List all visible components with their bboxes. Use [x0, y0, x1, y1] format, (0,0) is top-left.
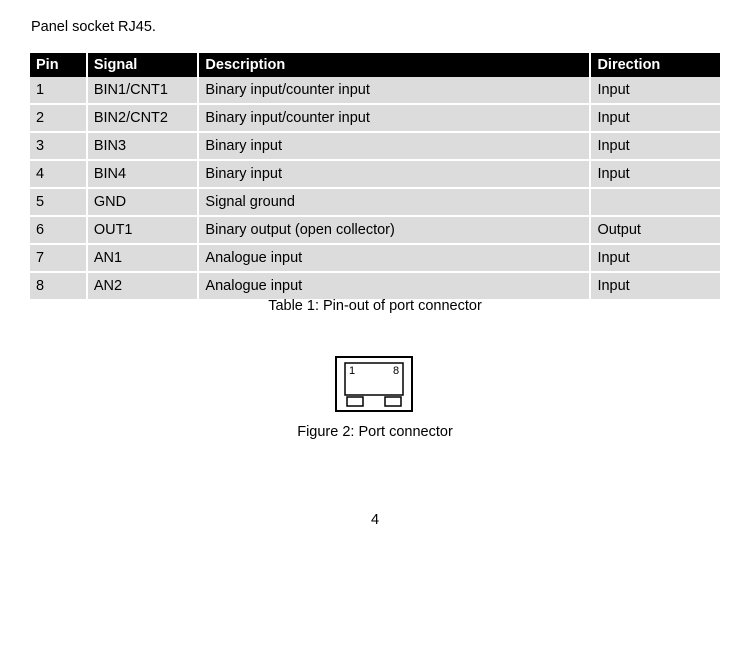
cell-pin: 7	[30, 244, 87, 272]
cell-pin: 8	[30, 272, 87, 300]
table-row	[30, 188, 720, 216]
rj45-connector-icon	[335, 356, 413, 412]
cell-signal: GND	[87, 188, 199, 216]
cell-direction	[590, 188, 720, 216]
table-caption: Table 1: Pin-out of port connector	[268, 298, 482, 314]
cell-pin: 1	[30, 77, 87, 104]
cell-direction: Output	[590, 216, 720, 244]
table-header	[30, 53, 720, 77]
cell-description: Binary input	[198, 160, 590, 188]
table-row	[30, 77, 720, 104]
cell-description: Analogue input	[198, 244, 590, 272]
column-header-signal: Signal	[87, 53, 199, 77]
table-row	[30, 244, 720, 272]
cell-pin: 5	[30, 188, 87, 216]
cell-description: Binary output (open collector)	[198, 216, 590, 244]
cell-direction: Input	[590, 77, 720, 104]
cell-description: Binary input/counter input	[198, 77, 590, 104]
cell-direction: Input	[590, 244, 720, 272]
cell-description: Analogue input	[198, 272, 590, 300]
column-header-direction: Direction	[590, 53, 720, 77]
cell-pin: 2	[30, 104, 87, 132]
cell-direction: Input	[590, 160, 720, 188]
cell-signal: OUT1	[87, 216, 199, 244]
cell-signal: BIN2/CNT2	[87, 104, 199, 132]
cell-signal: AN2	[87, 272, 199, 300]
column-header-description: Description	[198, 53, 590, 77]
table-row	[30, 160, 720, 188]
cell-direction: Input	[590, 104, 720, 132]
svg-text:8: 8	[393, 365, 400, 377]
cell-direction: Input	[590, 132, 720, 160]
figure-caption: Figure 2: Port connector	[297, 424, 453, 440]
cell-description: Signal ground	[198, 188, 590, 216]
page-number: 4	[370, 512, 380, 528]
cell-description: Binary input/counter input	[198, 104, 590, 132]
cell-signal: AN1	[87, 244, 199, 272]
table-body	[30, 77, 720, 300]
cell-pin: 4	[30, 160, 87, 188]
table-row	[30, 216, 720, 244]
cell-direction: Input	[590, 272, 720, 300]
cell-description: Binary input	[198, 132, 590, 160]
table-row	[30, 104, 720, 132]
port-connector-figure	[335, 356, 413, 412]
table-row	[30, 272, 720, 300]
cell-signal: BIN3	[87, 132, 199, 160]
cell-pin: 6	[30, 216, 87, 244]
cell-signal: BIN4	[87, 160, 199, 188]
column-header-pin: Pin	[30, 53, 87, 77]
cell-signal: BIN1/CNT1	[87, 77, 199, 104]
pinout-table	[30, 53, 720, 301]
cell-pin: 3	[30, 132, 87, 160]
svg-text:1: 1	[349, 365, 356, 377]
table-header-row	[30, 53, 720, 77]
table-row	[30, 132, 720, 160]
intro-paragraph: Panel socket RJ45.	[31, 19, 156, 35]
